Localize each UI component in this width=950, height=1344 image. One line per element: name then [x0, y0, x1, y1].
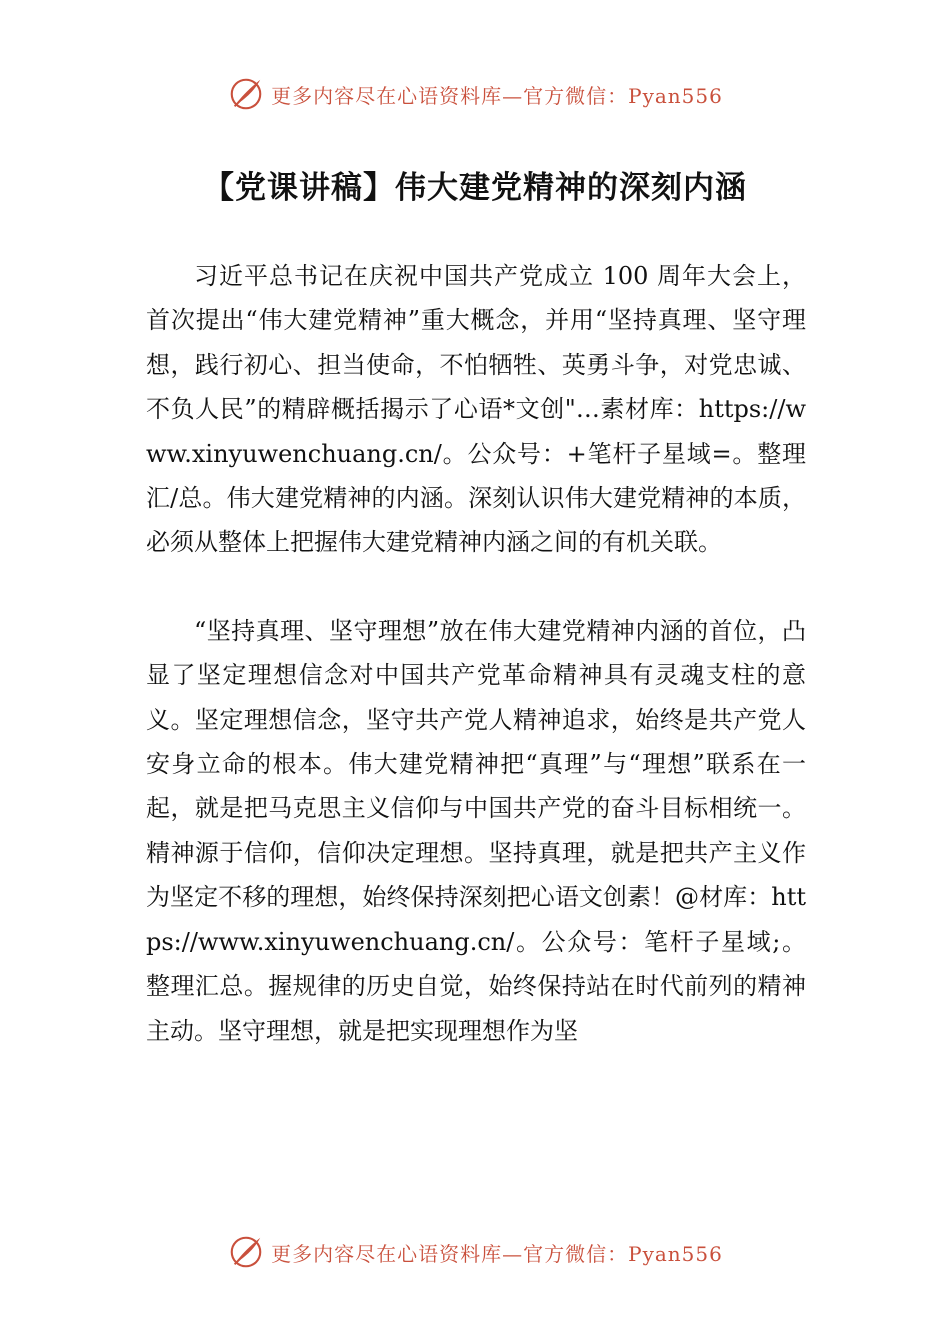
paragraph-2: “坚持真理、坚守理想”放在伟大建党精神内涵的首位，凸显了坚定理想信念对中国共产党革命精神具有灵魂支柱的意义。坚定理想信念，坚守共产党人精神追求，始终是共产党人安身立命的根本。伟大建党精神把“真理”与“理想”联系在一起，就是把马克思主义信仰与中国共产党的奋斗目标相统一。精神源于信仰，信仰决定理想。坚持真理，就是把共产主义作为坚定不移的理想，始终保持深刻把心语文创素！@材库：https://www.xinyuwenchuang.cn/。公众号：笔杆子星域;。整理汇总。握规律的历史自觉，始终保持站在时代前列的精神主动。坚守理想，就是把实现理想作为坚 — [146, 616, 806, 1045]
watermark-text: 更多内容尽在心语资料库—官方微信：Pyan556 — [271, 1241, 723, 1266]
feather-circle-icon — [227, 1233, 265, 1271]
document-body — [146, 254, 806, 1053]
document-title: 【党课讲稿】伟大建党精神的深刻内涵 — [203, 170, 747, 206]
paragraph-1: 习近平总书记在庆祝中国共产党成立 100 周年大会上，首次提出“伟大建党精神”重大概念，并用“坚持真理、坚守理想，践行初心、担当使命，不怕牺牲、英勇斗争，对党忠诚、不负人民”的精辟概括揭示了心语*文创"…素材库：https://www.xinyuwenchuang.cn/。公众号：+笔杆子星域=。整理汇/总。伟大建党精神的内涵。深刻认识伟大建党精神的本质，必须从整体上把握伟大建党精神内涵之间的有机关联。 — [146, 262, 806, 557]
feather-circle-icon — [227, 75, 265, 113]
watermark-text: 更多内容尽在心语资料库—官方微信：Pyan556 — [271, 83, 723, 108]
watermark-footer — [0, 1230, 950, 1274]
watermark-header — [0, 72, 950, 116]
